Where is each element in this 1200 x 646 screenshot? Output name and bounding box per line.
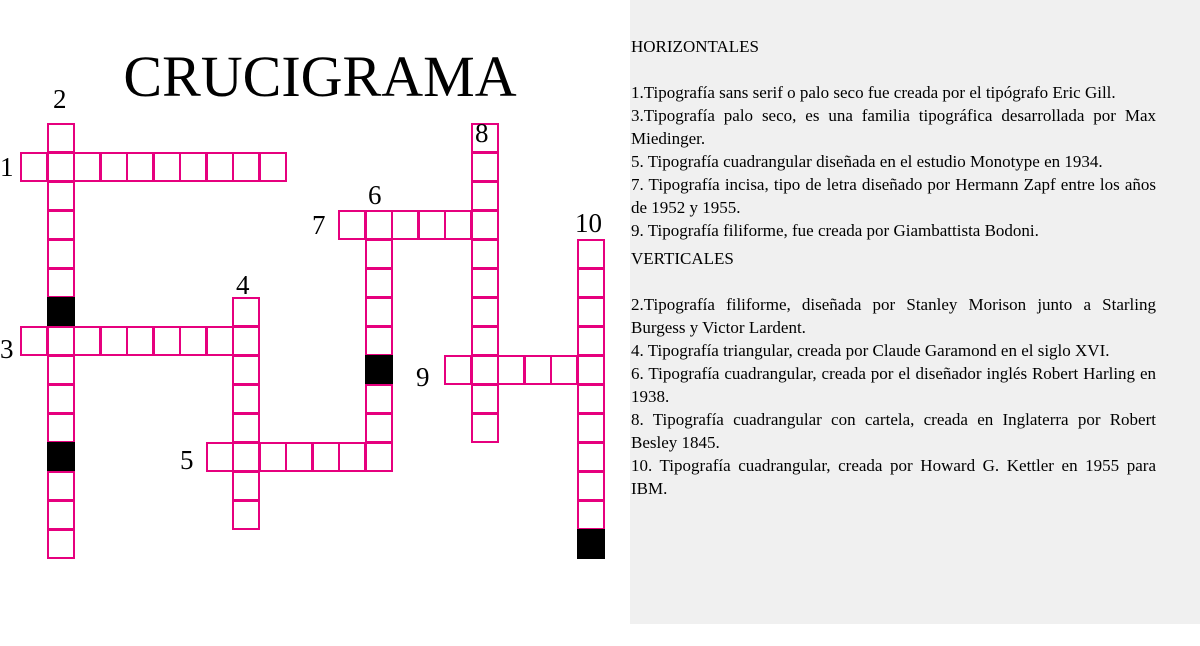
crossword-cell[interactable] (471, 413, 499, 443)
crossword-cell[interactable] (232, 500, 260, 530)
clues-panel (630, 0, 1200, 624)
crossword-cell[interactable] (577, 239, 605, 269)
vertical-heading: VERTICALES (631, 249, 734, 268)
clue-number-5: 5 (180, 445, 194, 475)
crossword-cell[interactable] (497, 355, 525, 385)
crossword-cell[interactable] (100, 152, 128, 182)
crossword-cell[interactable] (126, 152, 154, 182)
clue-vertical-2: 2.Tipografía filiforme, diseñada por Stanley Morison junto a Starling Burgess y Victor Lardent. (631, 295, 1156, 337)
crossword-cell[interactable] (577, 268, 605, 298)
crossword-cell[interactable] (577, 384, 605, 414)
crossword-cell[interactable] (232, 355, 260, 385)
crossword-cell[interactable] (47, 355, 75, 385)
crossword-cell[interactable] (232, 413, 260, 443)
crossword-cell[interactable] (391, 210, 419, 240)
clue-horizontal-7: 7. Tipografía incisa, tipo de letra diseñado por Hermann Zapf entre los años de 1952 y 1955. (631, 175, 1156, 217)
clue-vertical-10: 10. Tipografía cuadrangular, creada por Howard G. Kettler en 1955 para IBM. (631, 456, 1156, 498)
crossword-cell[interactable] (47, 529, 75, 559)
crossword-cell[interactable] (47, 471, 75, 501)
crossword-cell[interactable] (471, 326, 499, 356)
crossword-cell[interactable] (47, 413, 75, 443)
crossword-cell[interactable] (471, 210, 499, 240)
crossword-cell[interactable] (365, 210, 393, 240)
blocked-cell (577, 529, 605, 559)
crossword-cell[interactable] (20, 152, 48, 182)
clue-horizontal-3: 3.Tipografía palo seco, es una familia tipográfica desarrollada por Max Miedinger. (631, 106, 1156, 148)
crossword-cell[interactable] (47, 326, 75, 356)
crossword-cell[interactable] (47, 500, 75, 530)
crossword-cell[interactable] (20, 326, 48, 356)
crossword-cell[interactable] (100, 326, 128, 356)
clue-horizontal-9: 9. Tipografía filiforme, fue creada por Giambattista Bodoni. (631, 221, 1039, 240)
page-title: CRUCIGRAMA (123, 44, 517, 109)
crossword-cell[interactable] (365, 239, 393, 269)
crossword-cell[interactable] (47, 210, 75, 240)
crossword-cell[interactable] (471, 384, 499, 414)
clue-vertical-6: 6. Tipografía cuadrangular, creada por el diseñador inglés Robert Harling en 1938. (631, 364, 1156, 406)
crossword-cell[interactable] (179, 326, 207, 356)
crossword-cell[interactable] (471, 239, 499, 269)
crossword-cell[interactable] (47, 268, 75, 298)
crossword-cell[interactable] (577, 442, 605, 472)
crossword-cell[interactable] (153, 152, 181, 182)
blocked-cell (47, 297, 75, 327)
crossword-cell[interactable] (312, 442, 340, 472)
clue-number-9: 9 (416, 362, 430, 392)
crossword-cell[interactable] (444, 355, 472, 385)
crossword-cell[interactable] (365, 326, 393, 356)
crossword-cell[interactable] (444, 210, 472, 240)
crossword-cell[interactable] (232, 326, 260, 356)
clue-horizontal-1: 1.Tipografía sans serif o palo seco fue creada por el tipógrafo Eric Gill. (631, 83, 1116, 102)
clue-number-1: 1 (0, 152, 14, 182)
crossword-cell[interactable] (524, 355, 552, 385)
crossword-cell[interactable] (471, 297, 499, 327)
crossword-cell[interactable] (285, 442, 313, 472)
crossword-cell[interactable] (232, 297, 260, 327)
crossword-cell[interactable] (153, 326, 181, 356)
crossword-cell[interactable] (259, 442, 287, 472)
crossword-cell[interactable] (471, 355, 499, 385)
crossword-cell[interactable] (232, 442, 260, 472)
crossword-cell[interactable] (232, 384, 260, 414)
crossword-cell[interactable] (577, 471, 605, 501)
crossword-cell[interactable] (418, 210, 446, 240)
crossword-cell[interactable] (47, 384, 75, 414)
crossword-cell[interactable] (577, 413, 605, 443)
crossword-cell[interactable] (338, 210, 366, 240)
crossword-cell[interactable] (206, 152, 234, 182)
crossword-cell[interactable] (471, 268, 499, 298)
horizontal-heading: HORIZONTALES (631, 37, 760, 56)
crossword-cell[interactable] (365, 413, 393, 443)
crossword-cell[interactable] (179, 152, 207, 182)
crossword-cell[interactable] (47, 181, 75, 211)
crossword-cell[interactable] (365, 297, 393, 327)
crossword-cell[interactable] (47, 239, 75, 269)
clue-number-2: 2 (53, 84, 67, 114)
crossword-cell[interactable] (365, 442, 393, 472)
crossword-cell[interactable] (73, 326, 101, 356)
crossword-cell[interactable] (206, 326, 234, 356)
clue-horizontal-5: 5. Tipografía cuadrangular diseñada en el estudio Monotype en 1934. (631, 152, 1103, 171)
clue-number-4: 4 (236, 270, 250, 300)
clue-number-7: 7 (312, 210, 326, 240)
crossword-cell[interactable] (471, 152, 499, 182)
crossword-cell[interactable] (47, 152, 75, 182)
clue-number-3: 3 (0, 334, 14, 364)
crossword-cell[interactable] (126, 326, 154, 356)
crossword-cell[interactable] (471, 181, 499, 211)
crossword-cell[interactable] (577, 355, 605, 385)
clue-vertical-8: 8. Tipografía cuadrangular con cartela, creada en Inglaterra por Robert Besley 1845. (631, 410, 1156, 452)
crossword-cell[interactable] (73, 152, 101, 182)
clue-number-10: 10 (575, 208, 602, 238)
clue-vertical-4: 4. Tipografía triangular, creada por Claude Garamond en el siglo XVI. (631, 341, 1110, 360)
crossword-cell[interactable] (338, 442, 366, 472)
crossword-cell[interactable] (550, 355, 578, 385)
crossword-cell[interactable] (365, 268, 393, 298)
blocked-cell (365, 355, 393, 385)
crossword-cell[interactable] (47, 123, 75, 153)
blocked-cell (47, 442, 75, 472)
clues-list (631, 35, 1156, 500)
crossword-cell[interactable] (577, 326, 605, 356)
clue-number-6: 6 (368, 180, 382, 210)
crossword-cell[interactable] (577, 297, 605, 327)
crossword-cell[interactable] (577, 500, 605, 530)
crossword-cell[interactable] (232, 152, 260, 182)
crossword-cell[interactable] (259, 152, 287, 182)
crossword-cell[interactable] (232, 471, 260, 501)
crossword-cell[interactable] (206, 442, 234, 472)
clue-number-8: 8 (475, 118, 489, 148)
crossword-cell[interactable] (365, 384, 393, 414)
